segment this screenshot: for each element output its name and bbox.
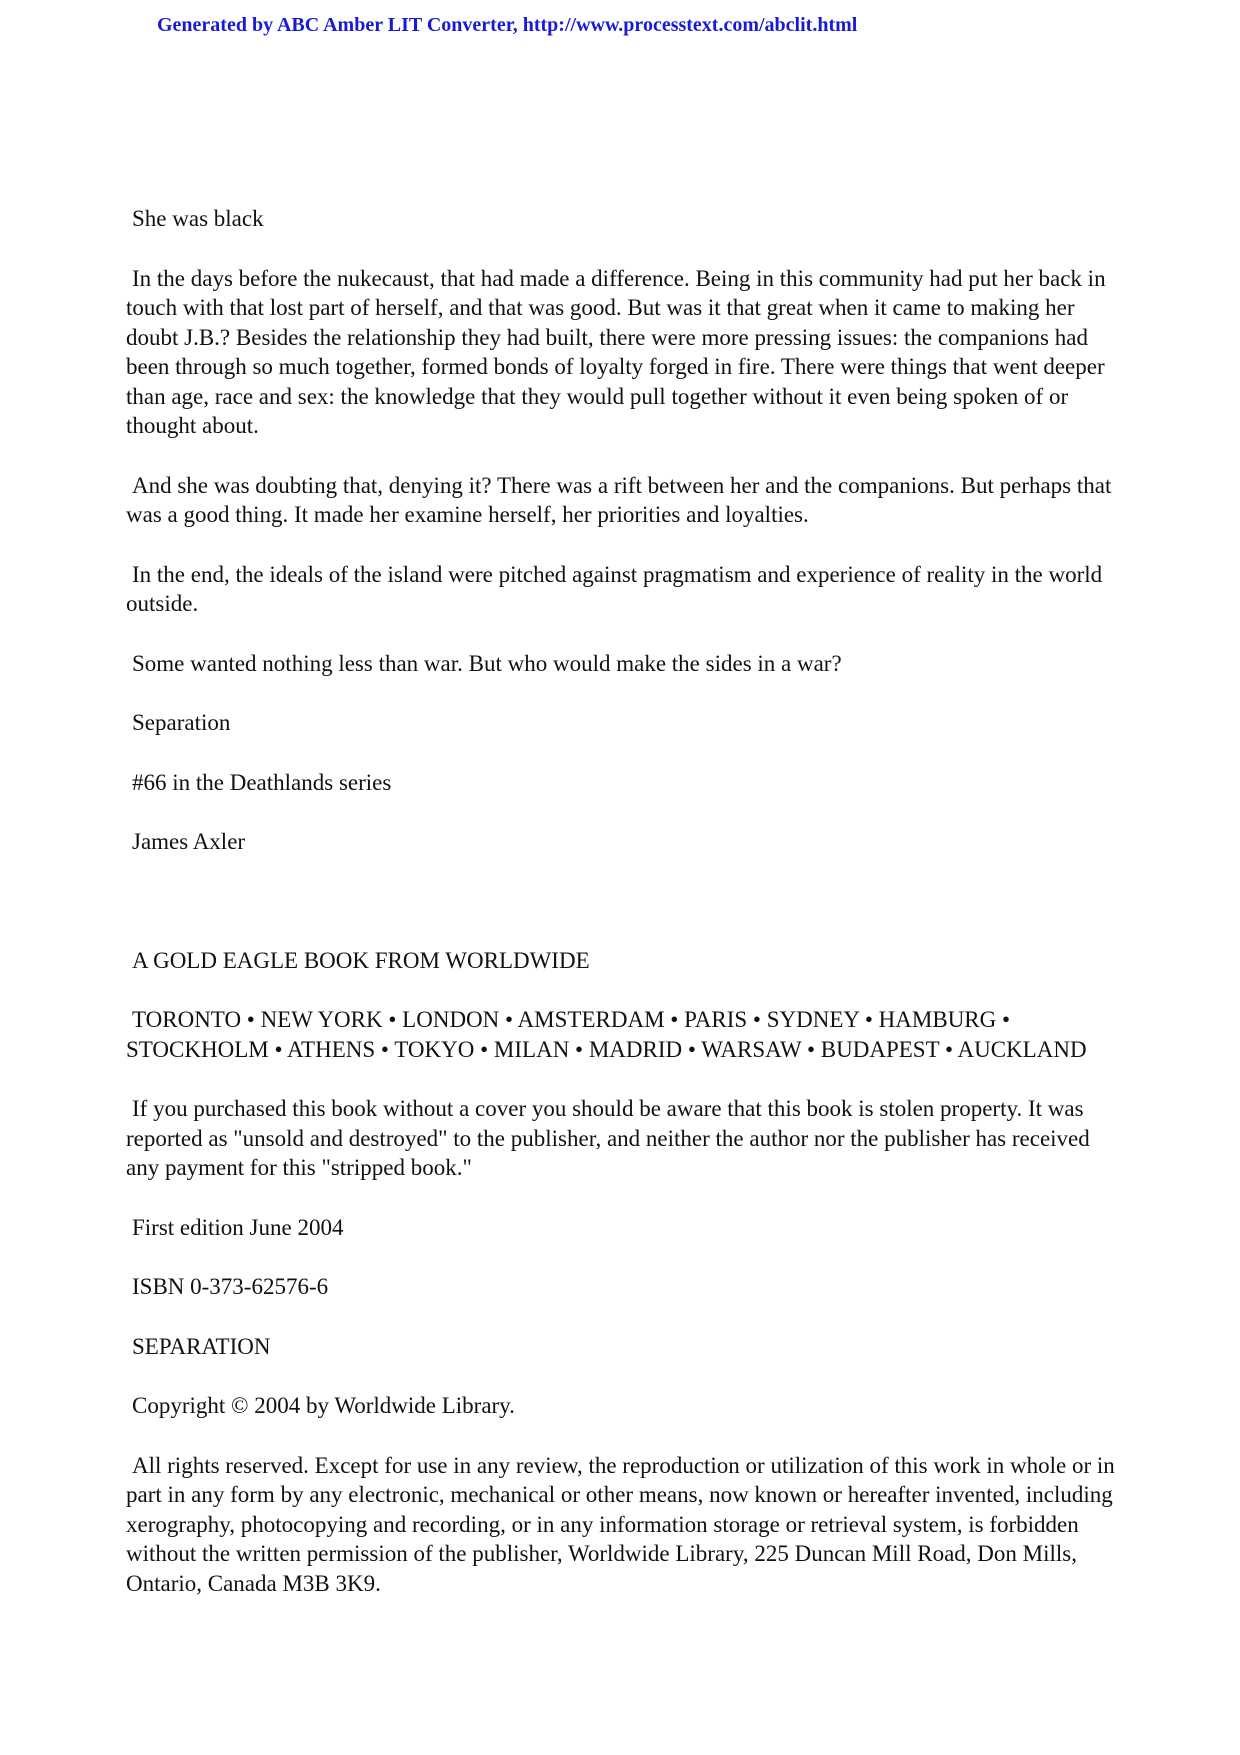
publisher-line: A GOLD EAGLE BOOK FROM WORLDWIDE <box>132 947 590 973</box>
isbn-line: ISBN 0-373-62576-6 <box>132 1274 329 1299</box>
cities-line: TORONTO • NEW YORK • LONDON • AMSTERDAM • PARIS • SYDNEY • HAMBURG • STOCKHOLM • ATHENS • TOKYO • MILAN • MADRID • WARSAW • BUDAPEST • AUCKLAND <box>126 1007 1087 1062</box>
document-body <box>126 204 1126 1598</box>
paragraph-nukecaust: In the days before the nukecaust, that had made a difference. Being in this community had put her back in touch with that lost part of herself, and that was good. But was it that great when it came to making her doubt J.B.? Besides the relationship they had built, there were more pressing issues: the companions had been through so much together, formed bonds of loyalty forged in fire. There were things that went deeper than age, race and sex: the knowledge that they would pull together without it even being spoken of or thought about. <box>126 265 1106 438</box>
paragraph-doubting: And she was doubting that, denying it? There was a rift between her and the companions. But perhaps that was a good thing. It made her examine herself, her priorities and loyalties. <box>126 472 1112 527</box>
paragraph-she-was-black: She was black <box>132 206 264 231</box>
book-title: Separation <box>132 710 231 735</box>
converter-header-link[interactable]: Generated by ABC Amber LIT Converter, http://www.processtext.com/abclit.html <box>157 14 858 36</box>
rights-reserved-notice: All rights reserved. Except for use in any review, the reproduction or utilization of this work in whole or in part in any form by any electronic, mechanical or other means, now known or hereafter invented, including xerography, photocopying and recording, or in any information storage or retrieval system, is forbidden without the written permission of the publisher, Worldwide Library, 225 Duncan Mill Road, Don Mills, Ontario, Canada M3B 3K9. <box>126 1452 1115 1596</box>
series-line: #66 in the Deathlands series <box>132 769 392 795</box>
author-name: James Axler <box>132 829 246 854</box>
stripped-book-notice: If you purchased this book without a cover you should be aware that this book is stolen property. It was reported as "unsold and destroyed" to the publisher, and neither the author nor the publisher has received any payment for this "stripped book." <box>126 1096 1090 1180</box>
edition-line: First edition June 2004 <box>132 1214 344 1240</box>
title-caps: SEPARATION <box>132 1333 271 1359</box>
paragraph-war: Some wanted nothing less than war. But who would make the sides in a war? <box>132 650 842 676</box>
paragraph-ideals: In the end, the ideals of the island were pitched against pragmatism and experience of reality in the world outside. <box>126 561 1103 616</box>
copyright-line: Copyright © 2004 by Worldwide Library. <box>132 1393 515 1418</box>
